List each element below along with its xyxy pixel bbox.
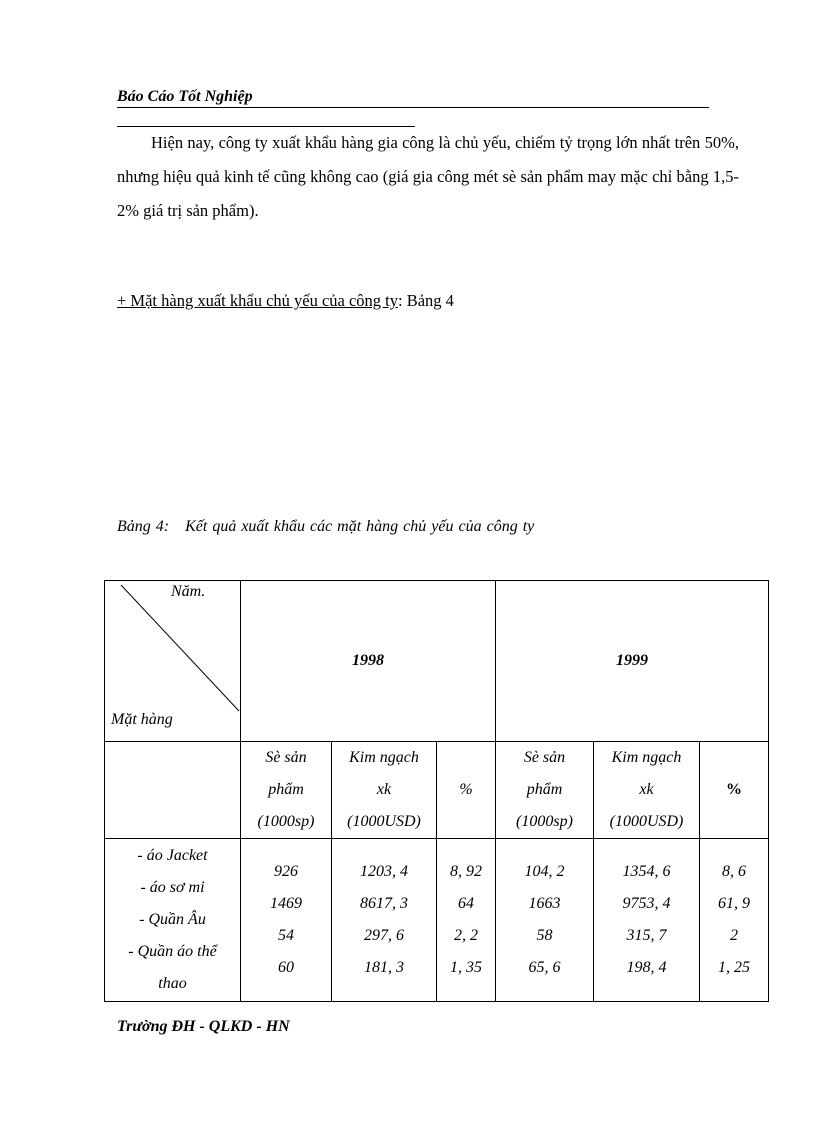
value: 926: [274, 863, 298, 880]
subheader-pct-1998: %: [437, 742, 496, 839]
value: 65, 6: [528, 959, 561, 976]
value: 297, 6: [364, 927, 404, 944]
subheader-line: Kim ngạch: [611, 749, 682, 766]
value: 1354, 6: [622, 863, 671, 880]
subheader-line: xk: [376, 781, 392, 798]
table-caption: [117, 516, 534, 538]
value: 1, 25: [718, 959, 750, 976]
subheader-line: (1000sp): [257, 813, 315, 830]
value: 1469: [270, 895, 302, 912]
qty-1999-cell: [496, 839, 594, 1002]
table-subheader-row: [105, 742, 769, 839]
pct-1998-cell: [437, 839, 496, 1002]
subheader-pct-1999: %: [700, 742, 769, 839]
year-1998-header: 1998: [241, 581, 496, 742]
subheader-value-1999: [594, 742, 700, 839]
value: 9753, 4: [622, 895, 671, 912]
value: 61, 9: [718, 895, 750, 912]
value: 198, 4: [626, 959, 667, 976]
subheader-line: phẩm: [526, 781, 563, 798]
item-name: - Quần Âu: [139, 911, 206, 928]
subheader-line: Kim ngạch: [349, 749, 419, 766]
value: 58: [536, 927, 553, 944]
item-names-cell: [105, 839, 241, 1002]
corner-year-label: Năm.: [171, 583, 206, 600]
value: 54: [278, 927, 294, 944]
value: 60: [278, 959, 294, 976]
value: 1203, 4: [360, 863, 408, 880]
subheader-qty-1999: [496, 742, 594, 839]
footer-school: Trường ĐH - QLKD - HN: [117, 1018, 290, 1035]
corner-header-cell: [105, 581, 241, 742]
pct-1999-cell: [700, 839, 769, 1002]
value: 181, 3: [364, 959, 404, 976]
subheader-line: Sè sản: [265, 749, 307, 766]
subheader-line: Sè sản: [523, 749, 566, 766]
value: 8, 92: [450, 863, 482, 880]
value: 1, 35: [450, 959, 482, 976]
intro-paragraph: Hiện nay, công ty xuất khẩu hàng gia công là chủ yếu, chiếm tỷ trọng lớn nhất trên 50%, nhưng hiệu quả kinh tế cũng không cao (giá gia công mét sè sản phẩm may mặc chỉ bằng 1,5-2% giá trị sản phẩm).: [117, 133, 739, 220]
value: 2, 2: [454, 927, 478, 944]
qty-1998-cell: [241, 839, 332, 1002]
subheader-value-1998: [332, 742, 437, 839]
value: 8, 6: [722, 863, 746, 880]
subheader-qty-1998: [241, 742, 332, 839]
item-name: - áo sơ mi: [140, 879, 205, 896]
item-name: thao: [158, 975, 187, 992]
caption-label: Bảng 4:: [117, 518, 170, 535]
subheader-line: (1000USD): [347, 813, 421, 830]
item-name: - Quần áo thể: [128, 943, 217, 960]
value: 315, 7: [626, 927, 667, 944]
caption-text: Kết quả xuất khẩu các mặt hàng chủ yếu của công ty: [185, 518, 535, 535]
subheading-suffix: : Bảng 4: [398, 291, 454, 310]
corner-item-label: Mặt hàng: [111, 711, 173, 728]
value: 2: [730, 927, 738, 944]
value: 8617, 3: [360, 895, 408, 912]
table-data-row: [105, 839, 769, 1002]
value: 104, 2: [524, 863, 565, 880]
value-1998-cell: [332, 839, 437, 1002]
item-name: - áo Jacket: [137, 847, 208, 864]
subheader-line: xk: [639, 781, 654, 798]
subheader-line: (1000sp): [516, 813, 573, 830]
subheader-line: phẩm: [268, 781, 304, 798]
export-results-table: [104, 580, 769, 1002]
value: 1663: [528, 895, 561, 912]
subheader-line: (1000USD): [609, 813, 684, 830]
table-year-row: [105, 581, 769, 742]
subheader-empty-cell: [105, 742, 241, 839]
section-subheading: [117, 290, 454, 312]
subheading-underlined: + Mặt hàng xuất khẩu chủ yếu của công ty: [117, 291, 399, 310]
value: 64: [458, 895, 474, 912]
year-1999-header: 1999: [496, 581, 769, 742]
report-header-title: Báo Cáo Tốt Nghiệp: [117, 88, 709, 108]
value-1999-cell: [594, 839, 700, 1002]
